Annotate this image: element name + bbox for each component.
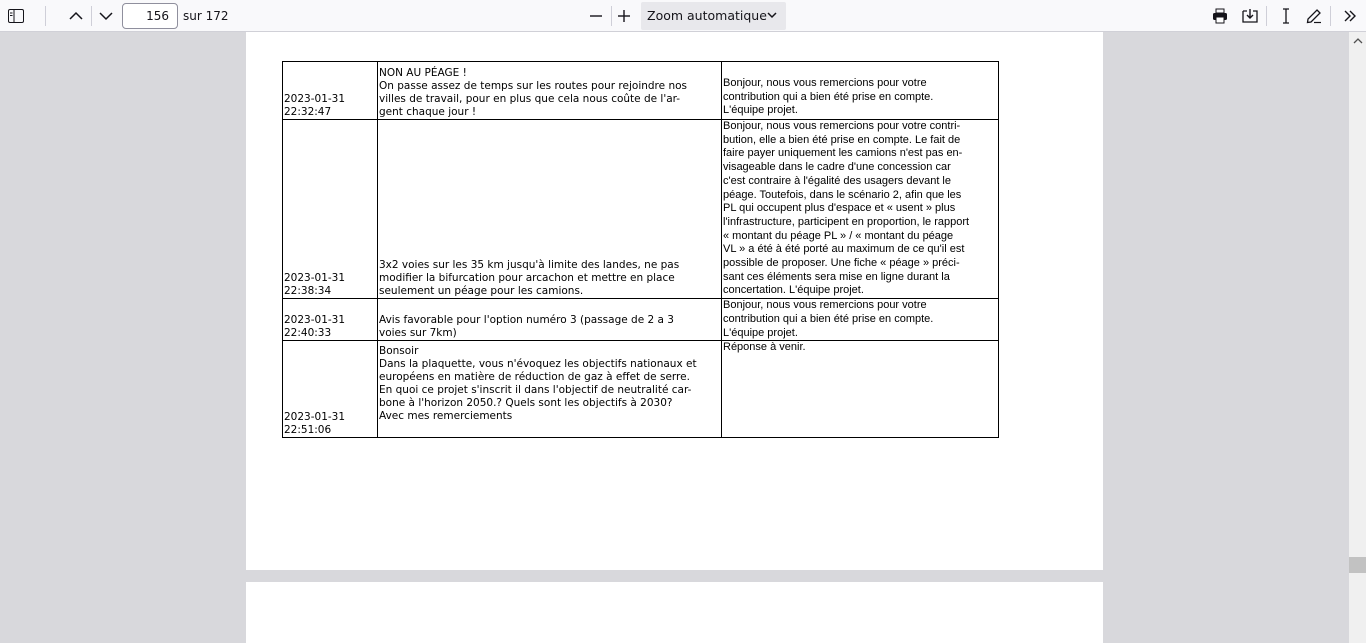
zoom-select[interactable] xyxy=(641,2,786,30)
comment-line: voies sur 7km) xyxy=(379,327,457,340)
comment-line: En quoi ce projet s'inscrit il dans l'objectif de neutralité car- xyxy=(379,384,692,397)
time-text: 22:51:06 xyxy=(284,424,332,437)
toolbar-separator xyxy=(1266,6,1267,26)
response-line: visageable dans le cadre d'une concession car xyxy=(723,161,951,174)
response-line: c'est contraire à l'égalité des usagers devant le xyxy=(723,174,951,187)
response-cell xyxy=(722,341,999,438)
comment-line: gent chaque jour ! xyxy=(379,106,477,118)
comment-cell xyxy=(378,299,722,341)
response-cell xyxy=(722,62,999,120)
response-line: VL » a été à été porté au maximum de ce qu'il est xyxy=(723,243,965,256)
toolbar-separator xyxy=(45,6,46,26)
date-text: 2023-01-31 xyxy=(284,272,346,285)
date-cell xyxy=(283,341,378,438)
pdf-toolbar xyxy=(0,0,1366,32)
print-icon[interactable] xyxy=(1208,4,1232,28)
date-cell xyxy=(283,120,378,299)
comment-line: bone à l'horizon 2050.? Quels sont les objectifs à 2030? xyxy=(379,397,673,410)
vertical-scrollbar[interactable] xyxy=(1349,32,1366,643)
response-line: contribution qui a bien été prise en compte. xyxy=(723,312,934,325)
response-line: L'équipe projet. xyxy=(723,326,798,339)
comment-line: Avec mes remerciements xyxy=(379,410,513,423)
time-text: 22:38:34 xyxy=(284,285,332,298)
comment-cell xyxy=(378,341,722,438)
response-line: « montant du péage PL » / « montant du péage xyxy=(723,229,954,242)
arrow-up-icon[interactable] xyxy=(64,4,88,28)
scrollbar-thumb[interactable] xyxy=(1349,557,1366,573)
response-line: L'équipe projet. xyxy=(723,104,798,117)
pdf-page xyxy=(246,32,1103,570)
draw-icon[interactable] xyxy=(1302,4,1326,28)
response-line: Bonjour, nous vous remercions pour votre xyxy=(723,299,927,312)
zoom-in-icon[interactable] xyxy=(612,4,636,28)
document-viewer[interactable] xyxy=(0,32,1366,643)
comment-cell xyxy=(378,120,722,299)
response-line: possible de proposer. Une fiche « péage » préci- xyxy=(723,257,960,270)
page-count-label: sur 172 xyxy=(183,9,229,23)
response-line: contribution qui a bien été prise en compte. xyxy=(723,90,934,103)
date-text: 2023-01-31 xyxy=(284,314,346,327)
response-cell xyxy=(722,299,999,341)
table-row xyxy=(283,120,999,299)
comment-line: 3x2 voies sur les 35 km jusqu'à limite des landes, ne pas xyxy=(379,259,680,272)
toolbar-separator xyxy=(91,6,92,26)
text-cursor-icon[interactable] xyxy=(1274,4,1298,28)
comment-cell xyxy=(378,62,722,120)
response-line: l'infrastructure, participent en proportion, le rapport xyxy=(723,215,970,228)
date-cell xyxy=(283,62,378,120)
response-line: sant ces éléments sera mise en ligne durant la xyxy=(723,270,950,283)
response-line: Bonjour, nous vous remercions pour votre contri- xyxy=(723,120,961,132)
table-row xyxy=(283,299,999,341)
comment-line: NON AU PÉAGE ! xyxy=(379,67,467,79)
table-row xyxy=(283,62,999,120)
toolbar-separator xyxy=(1330,6,1331,26)
response-line: concertation. L'équipe projet. xyxy=(723,284,864,297)
save-icon[interactable] xyxy=(1238,4,1262,28)
comment-line: seulement un péage pour les camions. xyxy=(379,285,584,298)
comment-line: Bonsoir xyxy=(379,345,419,358)
sidebar-toggle-icon[interactable] xyxy=(4,4,28,28)
arrow-down-icon[interactable] xyxy=(94,4,118,28)
response-line: bution, elle a bien été prise en compte. Le fait de xyxy=(723,133,961,146)
date-cell xyxy=(283,299,378,341)
comment-line: On passe assez de temps sur les routes pour rejoindre nos xyxy=(379,80,687,92)
time-text: 22:32:47 xyxy=(284,106,332,118)
comment-line: européens en matière de réduction de gaz à effet de serre. xyxy=(379,371,690,384)
response-line: PL qui occupent plus d'espace et « usent » plus xyxy=(723,202,956,215)
date-text: 2023-01-31 xyxy=(284,93,346,105)
date-text: 2023-01-31 xyxy=(284,411,346,424)
zoom-out-icon[interactable] xyxy=(584,4,608,28)
comment-line: Avis favorable pour l'option numéro 3 (passage de 2 a 3 xyxy=(379,314,674,327)
more-tools-icon[interactable] xyxy=(1338,4,1362,28)
response-line: Bonjour, nous vous remercions pour votre xyxy=(723,77,927,89)
pdf-page-next xyxy=(246,582,1103,643)
page-number-input[interactable]: 156 xyxy=(122,3,178,29)
time-text: 22:40:33 xyxy=(284,327,332,340)
comment-line: villes de travail, pour en plus que cela nous coûte de l'ar- xyxy=(379,93,681,105)
scroll-up-icon[interactable] xyxy=(1349,32,1366,49)
response-cell xyxy=(722,120,999,299)
table-row xyxy=(283,341,999,438)
comment-line: modifier la bifurcation pour arcachon et mettre en place xyxy=(379,272,675,285)
response-line: péage. Toutefois, dans le scénario 2, afin que les xyxy=(723,188,962,201)
comments-table xyxy=(282,61,999,438)
comment-line: Dans la plaquette, vous n'évoquez les objectifs nationaux et xyxy=(379,358,697,371)
response-line: Réponse à venir. xyxy=(723,341,806,354)
zoom-select-value: Zoom automatique xyxy=(647,8,767,23)
response-line: faire payer uniquement les camions n'est pas en- xyxy=(723,147,963,160)
